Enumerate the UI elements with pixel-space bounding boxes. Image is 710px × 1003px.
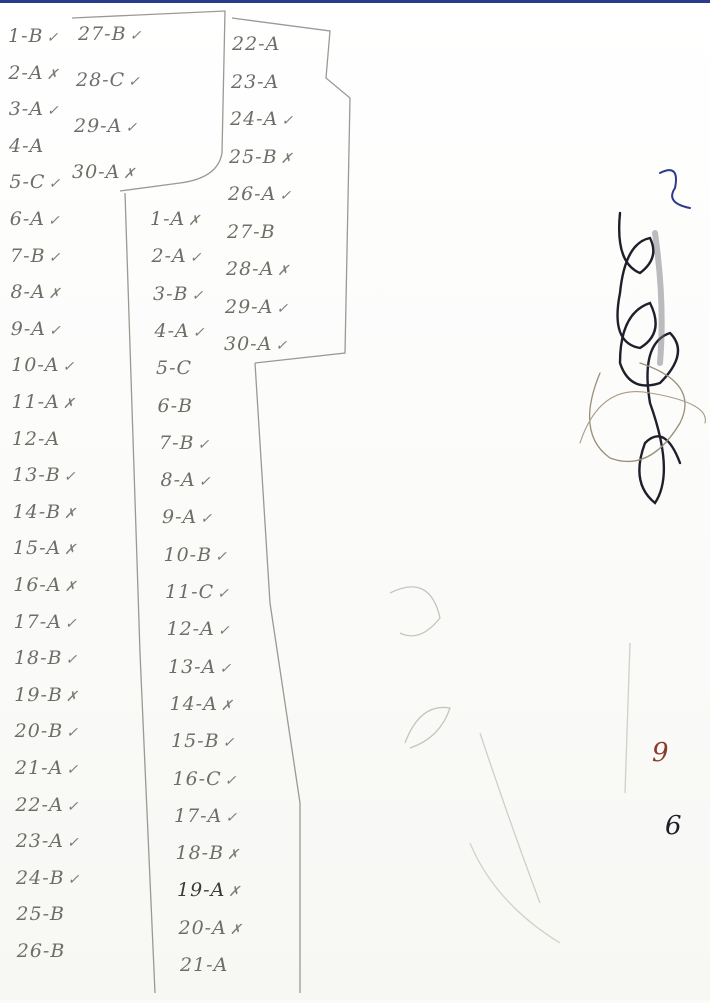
answer-text: 28-A bbox=[226, 258, 275, 280]
answer-text: 1-A bbox=[150, 208, 186, 230]
answer-text: 30-A bbox=[224, 333, 273, 355]
cross-mark-icon: ✗ bbox=[48, 286, 62, 303]
answer-text: 22-A bbox=[232, 33, 281, 55]
answer-text: 23-A bbox=[15, 830, 65, 853]
answer-entry bbox=[15, 794, 79, 816]
answer-entry bbox=[155, 320, 206, 342]
answer-entry bbox=[152, 245, 203, 267]
answer-text: 18-B bbox=[175, 842, 225, 865]
answer-text: 15-B bbox=[171, 730, 220, 753]
answer-entry bbox=[17, 940, 66, 962]
answer-text: 16-A bbox=[13, 574, 62, 596]
answer-entry bbox=[8, 62, 59, 84]
check-mark-icon: ✓ bbox=[217, 586, 230, 602]
answer-text: 13-A bbox=[168, 655, 217, 678]
answer-text: 2-A bbox=[151, 245, 187, 268]
cross-mark-icon: ✗ bbox=[62, 396, 76, 412]
cross-mark-icon: ✗ bbox=[65, 688, 79, 705]
answer-entry bbox=[225, 296, 289, 318]
answer-text: 3-A bbox=[8, 98, 44, 121]
check-mark-icon: ✓ bbox=[63, 469, 77, 486]
check-mark-icon: ✓ bbox=[67, 835, 80, 852]
answer-entry bbox=[12, 464, 76, 486]
answer-text: 17-A bbox=[174, 804, 223, 827]
cross-mark-icon: ✗ bbox=[280, 150, 294, 167]
answer-text: 10-B bbox=[163, 543, 213, 566]
answer-text: 29-A bbox=[74, 115, 123, 137]
answer-text: 21-A bbox=[180, 954, 229, 976]
check-mark-icon: ✓ bbox=[281, 113, 295, 129]
check-mark-icon: ✓ bbox=[46, 103, 60, 120]
check-mark-icon: ✓ bbox=[67, 871, 81, 888]
answer-entry bbox=[9, 135, 44, 157]
cross-mark-icon: ✗ bbox=[46, 66, 60, 83]
answer-entry bbox=[167, 618, 231, 640]
answer-entry bbox=[156, 357, 192, 379]
answer-text: 25-B bbox=[229, 145, 278, 168]
answer-entry bbox=[78, 23, 142, 45]
answer-entry bbox=[229, 146, 293, 168]
answer-text: 27-B bbox=[78, 23, 127, 45]
answer-text: 12-A bbox=[11, 427, 61, 450]
answer-entry bbox=[164, 544, 228, 566]
answer-entry bbox=[171, 730, 235, 752]
answer-entry bbox=[76, 69, 141, 91]
answer-text: 7-B bbox=[159, 431, 195, 454]
answer-text: 24-B bbox=[16, 866, 65, 889]
check-mark-icon: ✓ bbox=[62, 359, 76, 376]
check-mark-icon: ✓ bbox=[191, 287, 205, 304]
answer-entry bbox=[8, 25, 59, 47]
answer-text: 17-A bbox=[13, 610, 62, 633]
answer-text: 7-B bbox=[10, 244, 46, 267]
answer-entry bbox=[13, 574, 77, 596]
check-mark-icon: ✓ bbox=[125, 120, 139, 136]
cross-mark-icon: ✗ bbox=[64, 542, 77, 559]
answer-text: 30-A bbox=[72, 161, 121, 183]
answer-entry bbox=[13, 501, 77, 523]
answer-entry bbox=[168, 656, 232, 678]
answer-entry bbox=[158, 395, 193, 417]
answer-entry bbox=[11, 318, 62, 340]
answer-text: 6-A bbox=[9, 208, 45, 230]
check-mark-icon: ✓ bbox=[279, 188, 293, 204]
answer-entry bbox=[15, 720, 79, 742]
answer-entry bbox=[12, 391, 76, 413]
check-mark-icon: ✓ bbox=[222, 735, 236, 752]
check-mark-icon: ✓ bbox=[217, 623, 231, 640]
answer-text: 14-B bbox=[12, 500, 62, 523]
answer-text: 20-A bbox=[178, 916, 227, 939]
answer-entry bbox=[14, 684, 78, 706]
check-mark-icon: ✓ bbox=[47, 213, 61, 229]
answer-text: 21-A bbox=[15, 757, 64, 779]
answer-text: 22-A bbox=[15, 793, 64, 816]
answer-entry bbox=[230, 108, 294, 130]
check-mark-icon: ✓ bbox=[198, 474, 212, 491]
check-mark-icon: ✓ bbox=[215, 548, 228, 565]
cross-mark-icon: ✗ bbox=[228, 884, 242, 901]
cross-mark-icon: ✗ bbox=[220, 697, 234, 714]
answer-entry bbox=[180, 954, 228, 976]
answer-entry bbox=[10, 245, 61, 267]
answer-text: 18-B bbox=[13, 647, 63, 670]
answer-text: 3-B bbox=[153, 282, 189, 305]
answer-text: 19-A bbox=[177, 879, 226, 902]
answer-text: 16-C bbox=[172, 767, 222, 790]
cross-mark-icon: ✗ bbox=[64, 505, 77, 522]
check-mark-icon: ✓ bbox=[48, 176, 62, 193]
answer-text: 12-A bbox=[166, 618, 215, 641]
answer-entry bbox=[231, 71, 279, 93]
check-mark-icon: ✓ bbox=[128, 74, 141, 90]
answer-entry bbox=[150, 208, 201, 230]
check-mark-icon: ✓ bbox=[225, 809, 239, 826]
answer-text: 8-A bbox=[10, 281, 46, 304]
answer-text: 2-A bbox=[8, 61, 44, 84]
answer-entry bbox=[173, 768, 238, 790]
check-mark-icon: ✓ bbox=[46, 30, 60, 46]
answer-entry bbox=[159, 432, 210, 454]
answer-text: 13-B bbox=[12, 464, 61, 487]
answer-text: 20-B bbox=[14, 720, 64, 743]
answer-entry bbox=[165, 581, 230, 603]
answer-text: 27-B bbox=[227, 220, 276, 243]
answer-text: 1-B bbox=[8, 25, 44, 47]
answer-text: 8-A bbox=[160, 469, 196, 492]
answer-entry bbox=[228, 183, 292, 205]
answer-text: 14-A bbox=[169, 692, 218, 715]
answer-text: 9-A bbox=[162, 506, 198, 529]
check-mark-icon: ✓ bbox=[66, 798, 80, 815]
answer-text: 26-B bbox=[16, 940, 66, 962]
check-mark-icon: ✓ bbox=[64, 615, 78, 632]
cross-mark-icon: ✗ bbox=[123, 166, 137, 182]
answer-entry bbox=[16, 867, 80, 889]
margin-mark-lower: 6 bbox=[665, 811, 683, 841]
answer-entry bbox=[15, 757, 79, 779]
answer-entry bbox=[170, 693, 234, 715]
answer-entry bbox=[72, 161, 136, 183]
answer-text: 15-A bbox=[12, 537, 62, 560]
answer-entry bbox=[177, 879, 241, 901]
answer-text: 24-A bbox=[230, 108, 279, 130]
answer-text: 11-C bbox=[165, 581, 215, 603]
answer-entry bbox=[227, 221, 276, 243]
answer-entry bbox=[12, 428, 60, 450]
answer-text: 25-B bbox=[16, 903, 65, 926]
answer-entry bbox=[174, 805, 238, 827]
check-mark-icon: ✓ bbox=[192, 324, 206, 341]
check-mark-icon: ✓ bbox=[200, 511, 213, 528]
answer-entry bbox=[16, 903, 65, 925]
check-mark-icon: ✓ bbox=[189, 250, 203, 267]
answer-entry bbox=[226, 258, 290, 280]
check-mark-icon: ✓ bbox=[49, 322, 62, 339]
check-mark-icon: ✓ bbox=[276, 300, 290, 317]
answer-entry bbox=[74, 115, 138, 137]
answer-entry bbox=[11, 354, 75, 376]
answer-text: 5-C bbox=[156, 357, 193, 380]
answer-text: 9-A bbox=[10, 317, 47, 340]
answer-entry bbox=[161, 469, 212, 491]
check-mark-icon: ✓ bbox=[48, 249, 62, 266]
answer-entry bbox=[179, 917, 243, 939]
answer-entry bbox=[162, 506, 213, 528]
cross-mark-icon: ✗ bbox=[229, 921, 243, 938]
answer-entry bbox=[10, 281, 61, 303]
answer-text: 11-A bbox=[11, 391, 60, 413]
answer-text: 5-C bbox=[9, 171, 46, 194]
check-mark-icon: ✓ bbox=[224, 772, 238, 789]
answer-entry bbox=[16, 830, 80, 852]
answer-text: 23-A bbox=[231, 70, 280, 93]
answer-entry bbox=[176, 842, 240, 864]
answer-text: 28-C bbox=[76, 69, 126, 91]
answer-text: 4-A bbox=[9, 134, 45, 157]
answer-entry bbox=[153, 283, 204, 305]
cross-mark-icon: ✗ bbox=[277, 263, 291, 279]
cross-mark-icon: ✗ bbox=[188, 213, 201, 229]
answer-entry bbox=[10, 208, 61, 230]
answer-entry bbox=[9, 98, 60, 120]
check-mark-icon: ✓ bbox=[66, 725, 79, 742]
check-mark-icon: ✓ bbox=[129, 28, 143, 44]
check-mark-icon: ✓ bbox=[275, 338, 289, 354]
check-mark-icon: ✓ bbox=[66, 762, 80, 778]
check-mark-icon: ✓ bbox=[219, 660, 233, 677]
answer-text: 10-A bbox=[11, 354, 60, 377]
answer-entry bbox=[13, 537, 77, 559]
cross-mark-icon: ✗ bbox=[227, 847, 240, 864]
answer-entry bbox=[9, 171, 61, 193]
answer-text: 29-A bbox=[225, 295, 274, 318]
check-mark-icon: ✓ bbox=[65, 652, 79, 669]
cross-mark-icon: ✗ bbox=[64, 579, 78, 595]
answer-text: 6-B bbox=[157, 394, 193, 417]
check-mark-icon: ✓ bbox=[197, 436, 211, 453]
answer-entry bbox=[232, 33, 280, 55]
answer-text: 19-B bbox=[14, 683, 63, 706]
answer-text: 4-A bbox=[154, 319, 190, 342]
answer-entry bbox=[14, 647, 78, 669]
answer-entry bbox=[14, 611, 78, 633]
ink-scribble bbox=[0, 3, 710, 1003]
answer-text: 26-A bbox=[228, 183, 277, 205]
margin-mark-upper: 9 bbox=[652, 738, 670, 768]
answer-entry bbox=[224, 333, 288, 355]
